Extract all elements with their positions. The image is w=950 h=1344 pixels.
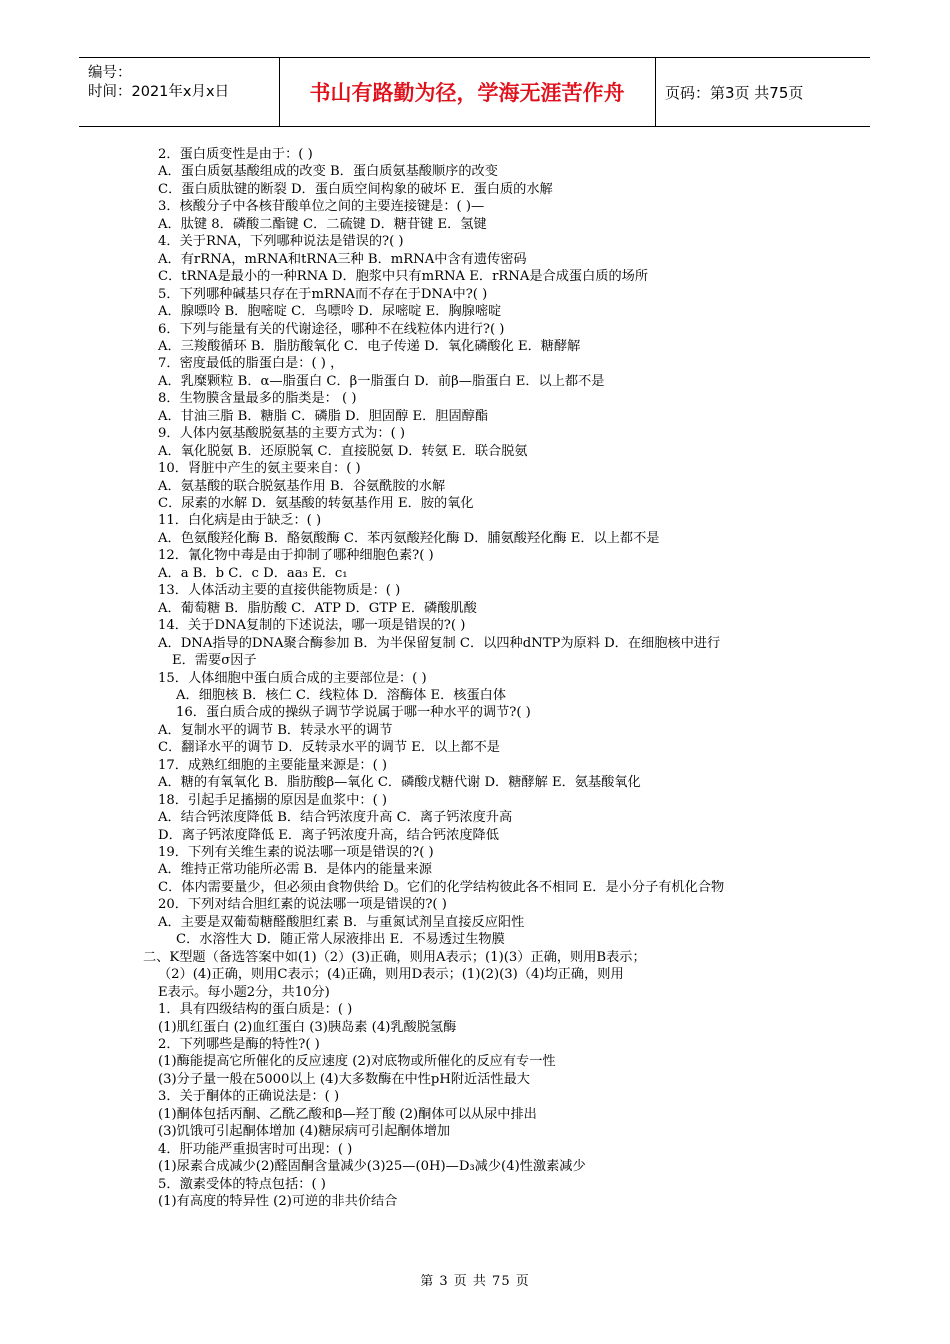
- header-page-info: 页码：第3页 共75页: [665, 83, 804, 102]
- header-meta: [79, 58, 280, 126]
- text-line: 18．引起手足搐搦的原因是血浆中：( ): [158, 792, 388, 808]
- text-line: 15．人体细胞中蛋白质合成的主要部位是：( ): [158, 670, 427, 686]
- text-line: (1)肌红蛋白 (2)血红蛋白 (3)胰岛素 (4)乳酸脱氢酶: [158, 1019, 457, 1035]
- text-line: (3)分子量一般在5000以上 (4)大多数酶在中性pH附近活性最大: [158, 1071, 530, 1087]
- text-line: C．尿素的水解 D．氨基酸的转氨基作用 E．胺的氧化: [158, 496, 474, 511]
- text-line: A．a B．b C．c D．aa₃ E．c₁: [158, 565, 348, 581]
- text-line: A．复制水平的调节 B．转录水平的调节: [158, 722, 393, 738]
- text-line: C．蛋白质肽键的断裂 D．蛋白质空间构象的破坏 E．蛋白质的水解: [158, 181, 553, 197]
- text-line: A．糖的有氧氧化 B．脂肪酸β—氧化 C．磷酸戊糖代谢 D．糖酵解 E．氨基酸氧化: [158, 775, 641, 791]
- text-line: 5．下列哪种碱基只存在于mRNA而不存在于DNA中?( ): [158, 286, 488, 302]
- text-line: A．DNA指导的DNA聚合酶参加 B．为半保留复制 C．以四种dNTP为原料 D．在细胞核中进行: [158, 635, 721, 651]
- text-line: 11．白化病是由于缺乏：( ): [158, 513, 322, 529]
- text-line: A．葡萄糖 B．脂肪酸 C．ATP D．GTP E．磷酸肌酸: [158, 600, 477, 616]
- text-line: 2．下列哪些是酶的特性?( ): [158, 1036, 320, 1052]
- text-line: 8．生物膜含量最多的脂类是： ( ): [158, 391, 357, 407]
- text-line: 7．密度最低的脂蛋白是：( ) ，: [158, 356, 344, 372]
- text-line: C．翻译水平的调节 D．反转录水平的调节 E．以上都不是: [158, 740, 500, 756]
- text-line: A．结合钙浓度降低 B．结合钙浓度升高 C．离子钙浓度升高: [158, 810, 513, 826]
- text-line: 19．下列有关维生素的说法哪一项是错误的?( ): [158, 845, 434, 860]
- text-line: 5．激素受体的特点包括：( ): [158, 1176, 326, 1192]
- text-line: 4．关于RNA，下列哪种说法是错误的?( ): [158, 234, 404, 250]
- text-line: A．三羧酸循环 B．脂肪酸氧化 C．电子传递 D．氧化磷酸化 E．糖酵解: [158, 338, 581, 354]
- text-line: （2）(4)正确，则用C表示；(4)正确，则用D表示；(1)(2)(3)（4)均正确，则用: [158, 967, 624, 983]
- text-line: A．氧化脱氨 B．还原脱氧 C．直接脱氨 D．转氨 E．联合脱氨: [158, 443, 528, 459]
- code-label: 编号：: [88, 65, 132, 81]
- page-footer: 第 3 页 共 75 页: [420, 1274, 530, 1289]
- text-line: (1)酶能提高它所催化的反应速度 (2)对底物或所催化的反应有专一性: [158, 1054, 556, 1070]
- text-line: 12．氰化物中毒是由于抑制了哪种细胞色素?( ): [158, 548, 434, 564]
- text-line: A．甘油三脂 B．糖脂 C．磷脂 D．胆固醇 E．胆固醇酯: [158, 408, 489, 424]
- text-line: 4．肝功能严重损害时可出现：( ): [158, 1141, 353, 1157]
- text-line: (1)酮体包括丙酮、乙酰乙酸和β—羟丁酸 (2)酮体可以从尿中排出: [158, 1106, 537, 1122]
- text-line: 6．下列与能量有关的代谢途径，哪种不在线粒体内进行?( ): [158, 321, 505, 337]
- text-line: 9．人体内氨基酸脱氨基的主要方式为：( ): [158, 426, 406, 442]
- text-line: 10．肾脏中产生的氨主要来自：( ): [158, 461, 361, 477]
- header-motto: 书山有路勤为径，学海无涯苦作舟: [279, 58, 656, 126]
- text-line: A．色氨酸羟化酶 B．酪氨酸酶 C．苯丙氨酸羟化酶 D．脯氨酸羟化酶 E．以上都不是: [158, 530, 660, 546]
- page-header: [79, 57, 870, 127]
- time-label: 时间：2021年x月x日: [88, 84, 230, 100]
- text-line: A．蛋白质氨基酸组成的改变 B．蛋白质氨基酸顺序的改变: [158, 164, 498, 180]
- text-line: C．水溶性大 D．随正常人尿液排出 E．不易透过生物膜: [176, 932, 505, 948]
- text-line: A．氨基酸的联合脱氨基作用 B．谷氨酰胺的水解: [158, 478, 446, 494]
- text-line: E．需要σ因子: [172, 653, 257, 669]
- text-line: 2．蛋白质变性是由于：( ): [158, 147, 313, 162]
- text-line: A．主要是双葡萄糖醛酸胆红素 B．与重氮试剂呈直接反应阳性: [158, 914, 525, 930]
- text-line: 1．具有四级结构的蛋白质是：( ): [158, 1002, 353, 1018]
- text-line: A．腺嘌呤 B．胞嘧啶 C．鸟嘌呤 D．尿嘧啶 E．胸腺嘧啶: [158, 304, 502, 320]
- text-line: 3．关于酮体的正确说法是：( ): [158, 1089, 340, 1105]
- text-line: A．乳糜颗粒 B．α—脂蛋白 C．β一脂蛋白 D．前β—脂蛋白 E．以上都不是: [158, 373, 605, 389]
- text-line: (3)饥饿可引起酮体增加 (4)糖尿病可引起酮体增加: [158, 1124, 451, 1140]
- text-line: A．维持正常功能所必需 B．是体内的能量来源: [158, 862, 432, 878]
- text-line: 20．下列对结合胆红素的说法哪一项是错误的?( ): [158, 897, 447, 913]
- text-line: 14．关于DNA复制的下述说法，哪一项是错误的?( ): [158, 618, 466, 634]
- text-line: 17．成熟红细胞的主要能量来源是：( ): [158, 757, 388, 773]
- text-line: C．tRNA是最小的一种RNA D．胞浆中只有mRNA E．rRNA是合成蛋白质的场所: [158, 269, 649, 285]
- text-line: E表示。每小题2分，共10分): [158, 984, 330, 1000]
- text-line: 13．人体活动主要的直接供能物质是：( ): [158, 583, 401, 599]
- text-line: A．肽键 8．磷酸二酯键 C．二硫键 D．糖苷键 E．氢键: [158, 216, 487, 232]
- text-line: C．体内需要量少，但必须由食物供给 D。它们的化学结构彼此各不相同 E．是小分子有机化合物: [158, 879, 725, 895]
- text-line: 16．蛋白质合成的操纵子调节学说属于哪一种水平的调节?( ): [176, 705, 531, 721]
- text-line: 二、K型题（备选答案中如(1)（2）(3)正确，则用A表示；(1)(3）正确，则用B表示；: [143, 949, 646, 965]
- text-line: 3．核酸分子中各核苷酸单位之间的主要连接键是：( )—: [158, 199, 485, 215]
- text-line: A．有rRNA，mRNA和tRNA三种 B．mRNA中含有遗传密码: [158, 251, 527, 267]
- text-line: (1)尿素合成减少(2)醛固酮含量减少(3)25—(0H)—D₃减少(4)性激素减少: [158, 1159, 586, 1175]
- text-line: D．离子钙浓度降低 E．离子钙浓度升高，结合钙浓度降低: [158, 827, 499, 843]
- text-line: A．细胞核 B．核仁 C．线粒体 D．溶酶体 E．核蛋白体: [176, 687, 507, 703]
- text-line: (1)有高度的特异性 (2)可逆的非共价结合: [158, 1194, 398, 1209]
